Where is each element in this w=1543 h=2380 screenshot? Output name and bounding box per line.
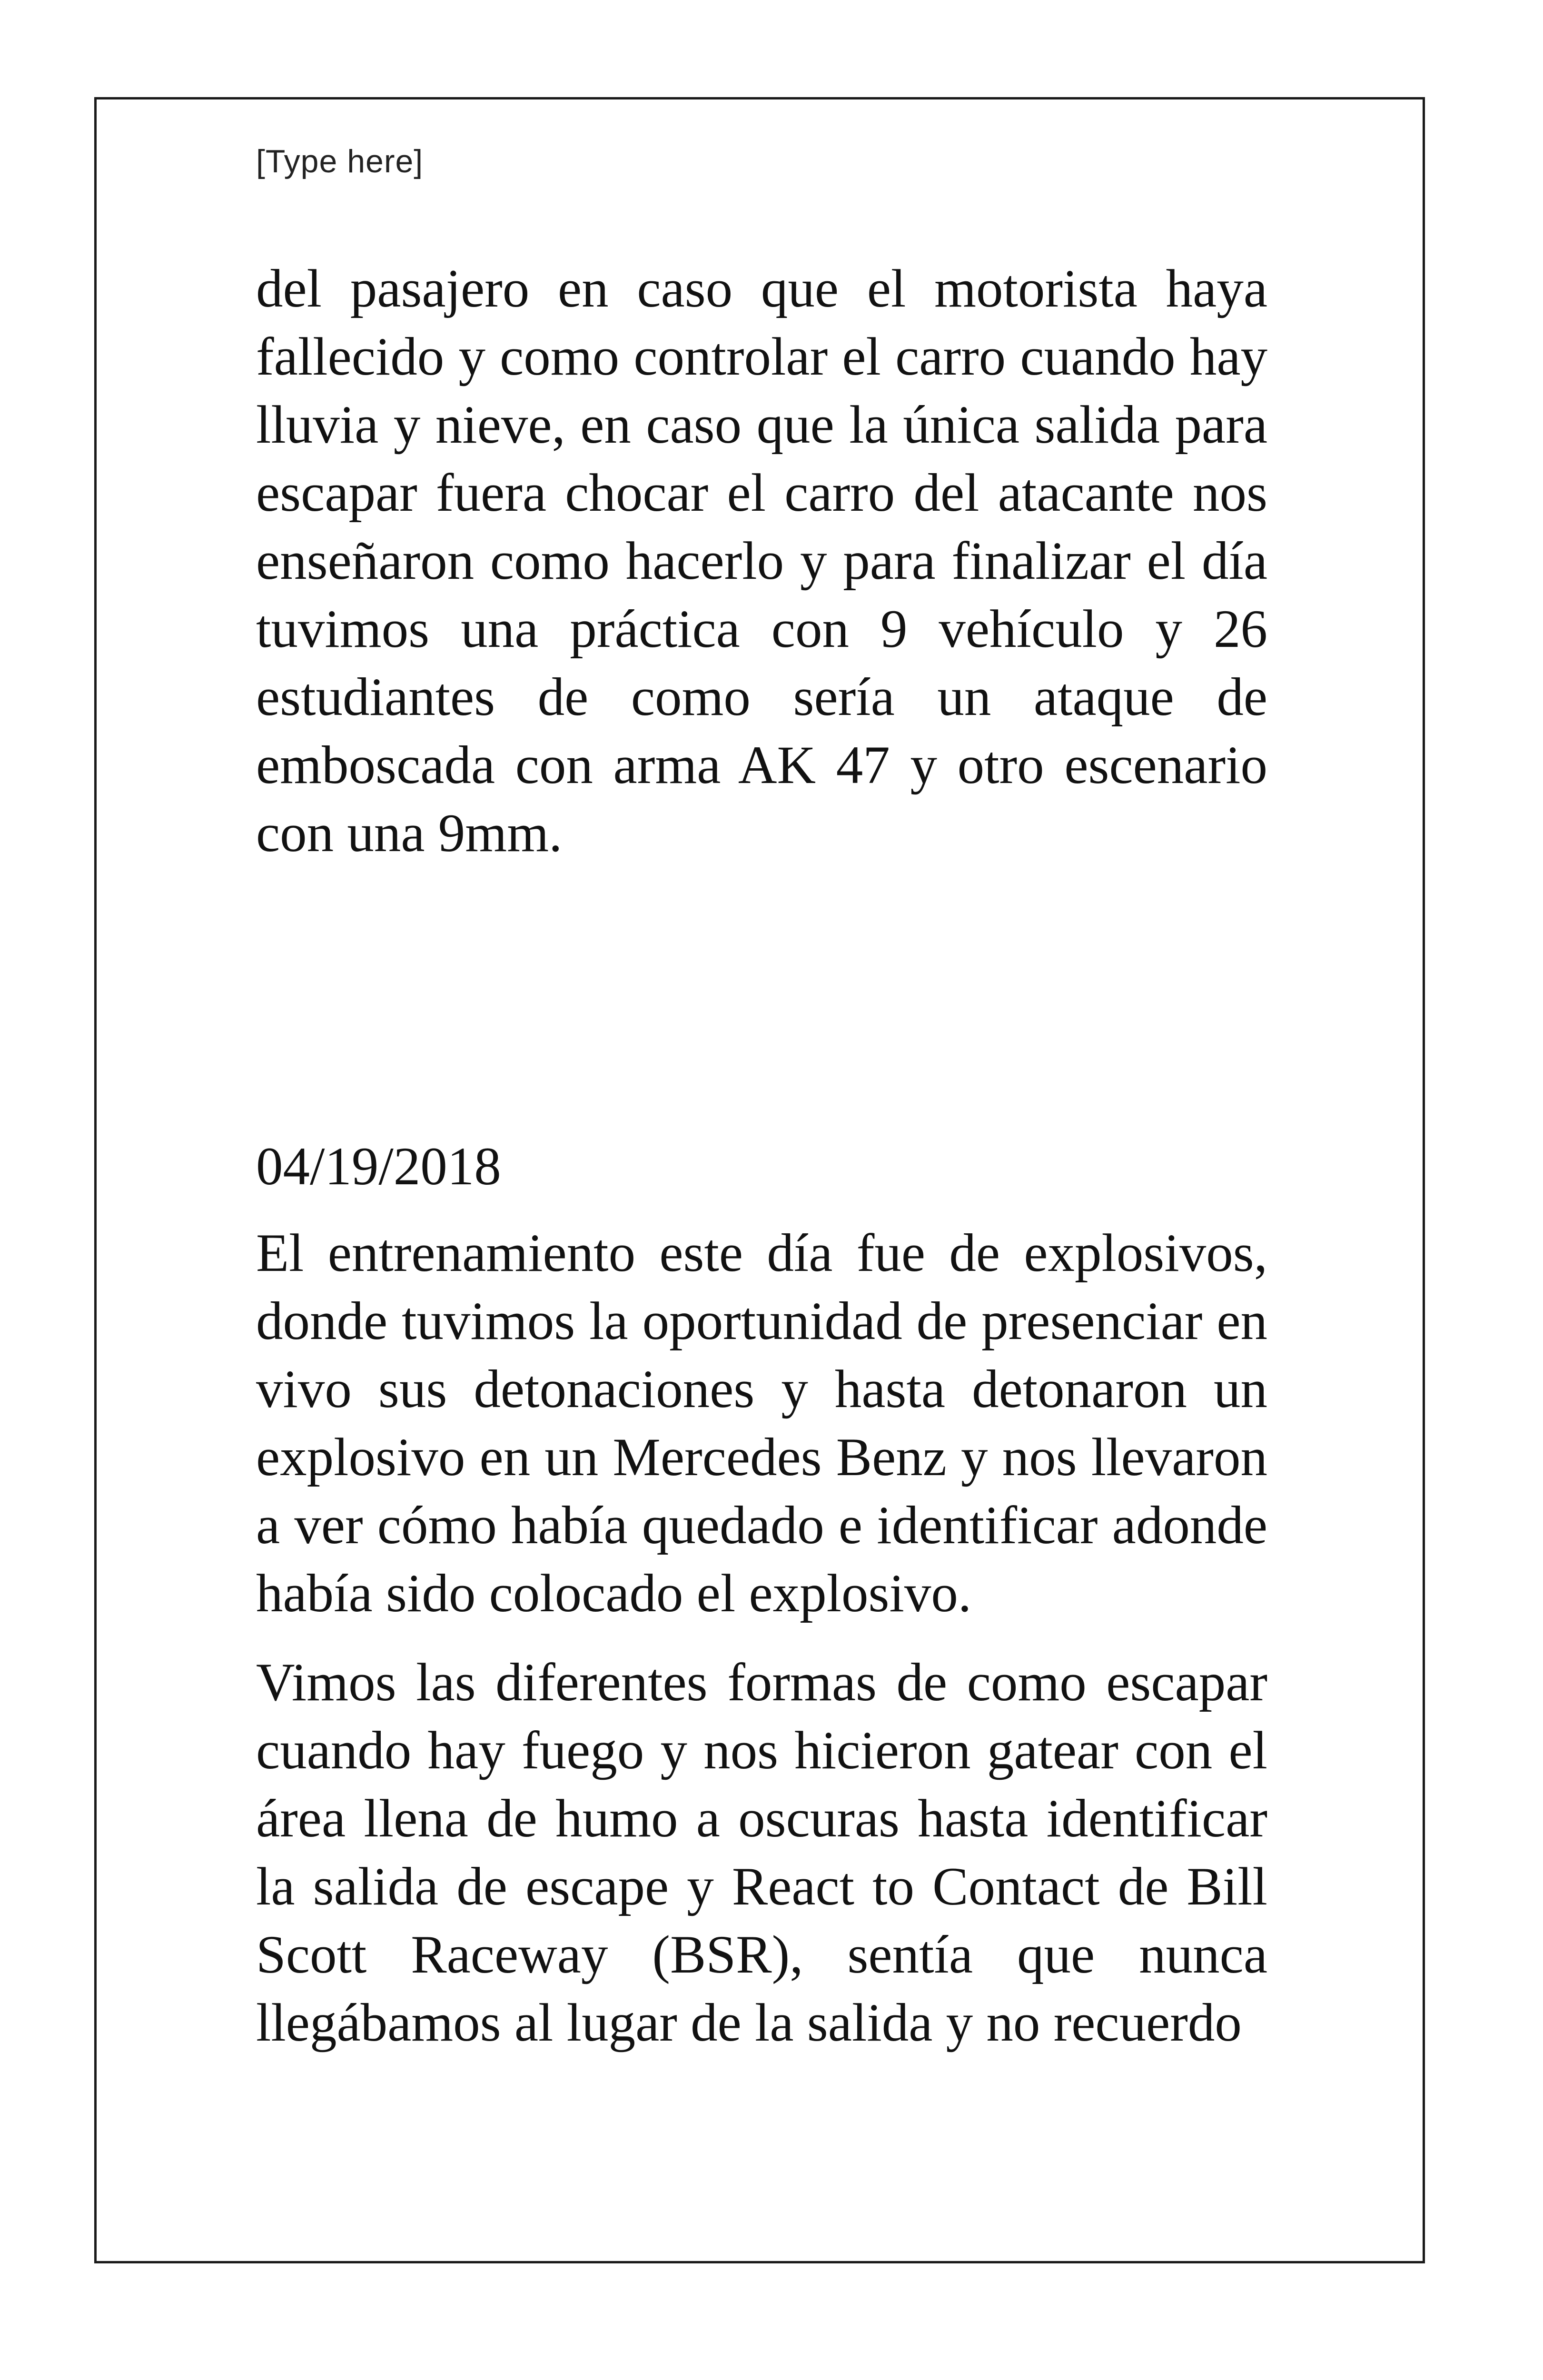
document-body [256, 255, 1267, 2057]
body-paragraph-explosives: El entrenamiento este día fue de explosivos, donde tuvimos la oportunidad de presenciar en vivo sus detonaciones y hasta detonaron un explosivo en un Mercedes Benz y nos llevaron a ver cómo había quedado e identificar adonde había sido colocado el explosivo. [256, 1223, 1267, 1623]
body-paragraph-continued: del pasajero en caso que el motorista haya fallecido y como controlar el carro cuando hay lluvia y nieve, en caso que la única salida para escapar fuera chocar el carro del atacante nos enseñaron como hacerlo y para finalizar el día tuvimos una práctica con 9 vehículo y 26 estudiantes de como sería un ataque de emboscada con arma AK 47 y otro escenario con una 9mm. [256, 259, 1267, 863]
header-placeholder: [Type here] [256, 143, 424, 179]
body-paragraph-fire-escape: Vimos las diferentes formas de como escapar cuando hay fuego y nos hicieron gatear con el área llena de humo a oscuras hasta identificar la salida de escape y React to Contact de Bill Scott Raceway (BSR), sentía que nunca llegábamos al lugar de la salida y no recuerdo [256, 1653, 1267, 2053]
entry-date: 04/19/2018 [256, 1137, 501, 1196]
